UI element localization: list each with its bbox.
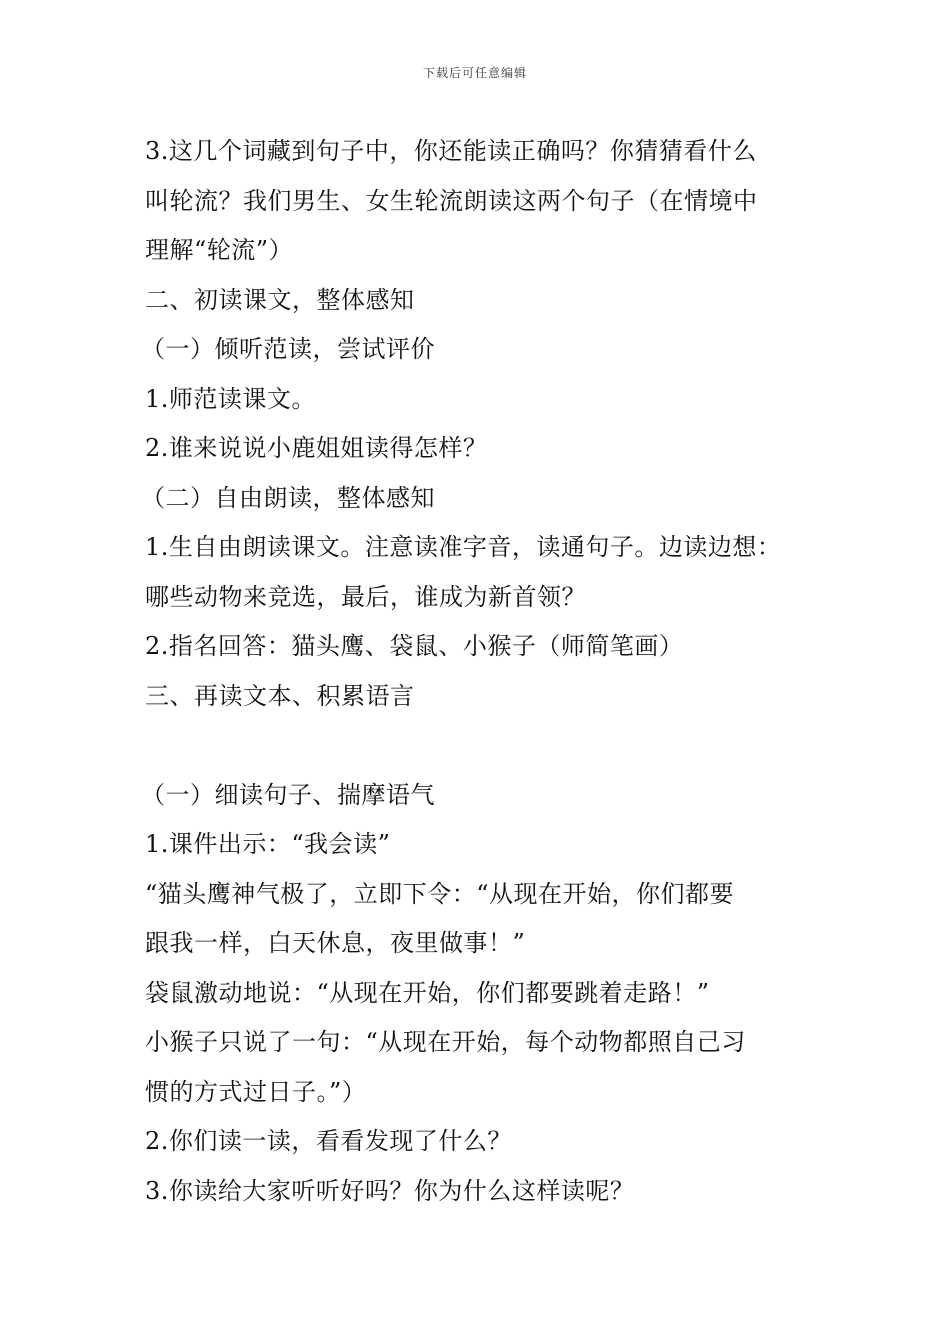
subsection-heading: （二）自由朗读，整体感知	[141, 483, 435, 512]
section-heading: 二、初读课文，整体感知	[145, 285, 415, 314]
text-line: 2.指名回答：猫头鹰、袋鼠、小猴子（师简笔画）	[145, 632, 684, 660]
text-line: 3.这几个词藏到句子中，你还能读正确吗？你猜猜看什么	[145, 137, 757, 165]
text-line: 跟我一样，白天休息，夜里做事！”	[145, 929, 526, 957]
text-line: 1.师范读课文。	[145, 384, 316, 413]
text-line: 惯的方式过日子。”）	[145, 1077, 367, 1106]
subsection-heading: （一）细读句子、揣摩语气	[141, 780, 435, 809]
text-line: 1.生自由朗读课文。注意读准字音，读通句子。边读边想：	[145, 533, 782, 561]
document-body	[141, 127, 845, 1216]
text-line: 2.你们读一读，看看发现了什么？	[145, 1127, 512, 1155]
page-header-note: 下载后可任意编辑	[422, 66, 527, 80]
text-line: 叫轮流？我们男生、女生轮流朗读这两个句子（在情境中	[145, 186, 758, 215]
text-line: 小猴子只说了一句：“从现在开始，每个动物都照自己习	[145, 1028, 746, 1056]
text-line: 2.谁来说说小鹿姐姐读得怎样？	[145, 434, 488, 462]
subsection-heading: （一）倾听范读，尝试评价	[141, 335, 435, 363]
section-heading: 三、再读文本、积累语言	[145, 681, 415, 710]
blank-line	[145, 721, 845, 771]
text-line: 袋鼠激动地说：“从现在开始，你们都要跳着走路！”	[145, 978, 710, 1007]
text-line: 3.你读给大家听听好吗？你为什么这样读呢？	[145, 1176, 635, 1205]
text-line: “猫头鹰神气极了，立即下令：“从现在开始，你们都要	[145, 879, 735, 908]
text-line: 哪些动物来竞选，最后，谁成为新首领？	[145, 582, 586, 611]
text-line: 理解“轮流”）	[145, 236, 294, 264]
text-line: 1.课件出示：“我会读”	[145, 830, 391, 858]
